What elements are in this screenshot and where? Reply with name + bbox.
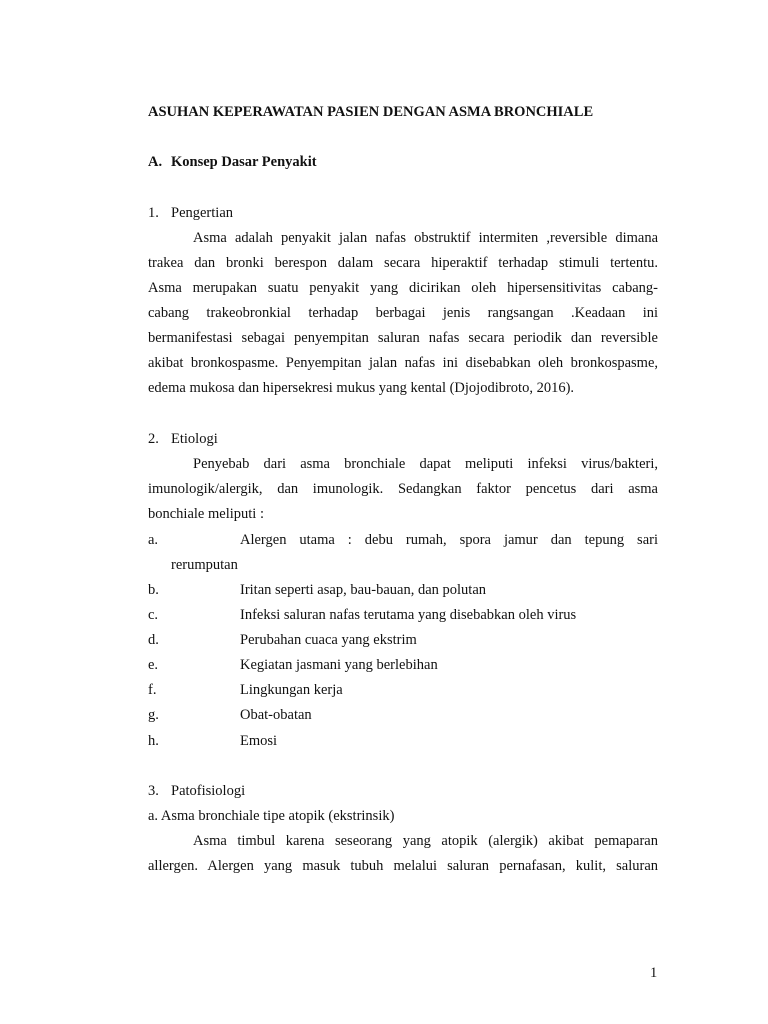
pengertian-line-1: Asma adalah penyakit jalan nafas obstruktif intermiten ,reversible dimana — [193, 230, 658, 246]
pengertian-line-5: bermanifestasi sebagai penyempitan saluran nafas secara periodik dan reversible — [148, 330, 658, 346]
list-item-text: Infeksi saluran nafas terutama yang disebabkan oleh virus — [240, 607, 577, 623]
list-item-text: Obat-obatan — [240, 707, 312, 723]
list-letter: e. — [148, 657, 159, 673]
list-letter: b. — [148, 582, 159, 598]
list-letter: c. — [148, 607, 159, 623]
pengertian-line-7: edema mukosa dan hipersekresi mukus yang kental (Djojodibroto, 2016). — [148, 380, 575, 396]
list-item-continuation: rerumputan — [171, 557, 238, 573]
patofisiologi-heading: Patofisiologi — [171, 783, 246, 799]
patofisiologi-subheading: a. Asma bronchiale tipe atopik (ekstrinsik) — [148, 808, 395, 824]
pengertian-line-4: cabang trakeobronkial terhadap berbagai jenis rangsangan .Keadaan ini — [148, 305, 658, 321]
page-number: 1 — [650, 965, 658, 981]
section-a-heading: Konsep Dasar Penyakit — [171, 154, 317, 170]
pengertian-line-3: Asma merupakan suatu penyakit yang dicirikan oleh hipersensitivitas cabang- — [148, 280, 658, 296]
patofisiologi-line-1: Asma timbul karena seseorang yang atopik (alergik) akibat pemaparan — [193, 833, 658, 849]
list-letter: f. — [148, 682, 157, 698]
list-letter: h. — [148, 733, 159, 749]
list-item-text: Kegiatan jasmani yang berlebihan — [240, 657, 438, 673]
pengertian-line-2: trakea dan bronki berespon dalam secara hiperaktif terhadap stimuli tertentu. — [148, 255, 658, 271]
patofisiologi-line-2: allergen. Alergen yang masuk tubuh melalui saluran pernafasan, kulit, saluran — [148, 858, 658, 874]
list-item-text: Perubahan cuaca yang ekstrim — [240, 632, 417, 648]
list-item-text: Lingkungan kerja — [240, 682, 343, 698]
section-a-marker: A. — [148, 154, 163, 170]
list-item-text: Iritan seperti asap, bau-bauan, dan polutan — [240, 582, 487, 598]
pengertian-number: 1. — [148, 205, 159, 221]
list-item-text: Alergen utama : debu rumah, spora jamur dan tepung sari — [240, 532, 658, 548]
etiologi-line-3: bonchiale meliputi : — [148, 506, 264, 522]
list-letter: g. — [148, 707, 159, 723]
pengertian-line-6: akibat bronkospasme. Penyempitan jalan nafas ini disebabkan oleh bronkospasme, — [148, 355, 658, 371]
pengertian-heading: Pengertian — [171, 205, 234, 221]
patofisiologi-number: 3. — [148, 783, 159, 799]
etiologi-heading: Etiologi — [171, 431, 218, 447]
list-letter: a. — [148, 532, 159, 548]
etiologi-number: 2. — [148, 431, 159, 447]
etiologi-line-1: Penyebab dari asma bronchiale dapat meliputi infeksi virus/bakteri, — [193, 456, 658, 472]
list-letter: d. — [148, 632, 159, 648]
document-title: ASUHAN KEPERAWATAN PASIEN DENGAN ASMA BRONCHIALE — [148, 104, 594, 120]
etiologi-line-2: imunologik/alergik, dan imunologik. Sedangkan faktor pencetus dari asma — [148, 481, 658, 497]
list-item-text: Emosi — [240, 733, 278, 749]
